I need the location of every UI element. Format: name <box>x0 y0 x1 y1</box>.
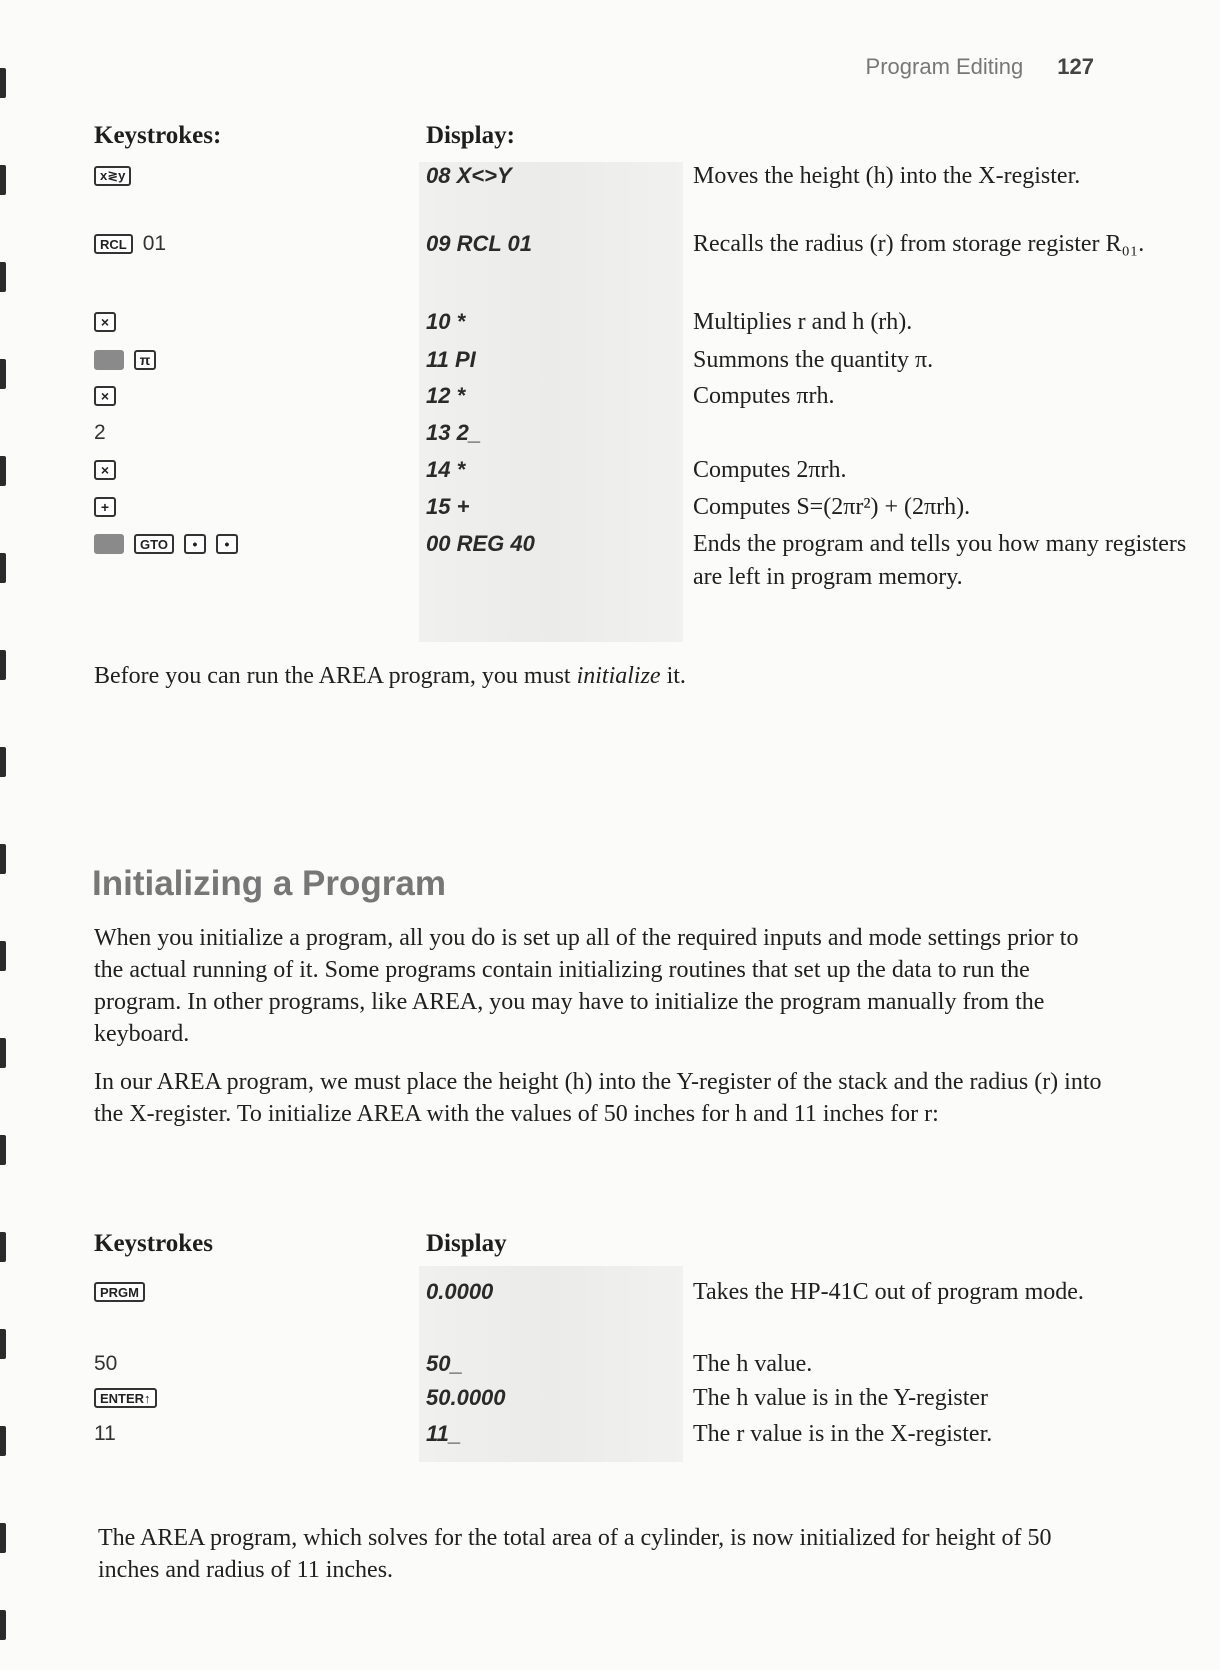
shift-key-icon <box>94 534 124 554</box>
keystroke-cell <box>94 528 248 560</box>
pi-key-icon: π <box>134 350 156 370</box>
binder-hole <box>0 456 6 486</box>
display-cell: 50_ <box>426 1351 463 1376</box>
display-cell: 11_ <box>426 1421 462 1446</box>
keystroke-cell <box>94 454 126 486</box>
keystrokes-heading: Keystrokes <box>94 1230 213 1257</box>
description-cell: Recalls the radius (r) from storage register R₀₁. <box>693 231 1145 257</box>
display-cell: 0.0000 <box>426 1279 494 1304</box>
display-cell: 09 RCL 01 <box>426 231 532 256</box>
closing-paragraph: The AREA program, which solves for the total area of a cylinder, is now initialized for height of 50 inches and radius of 11 inches. <box>98 1525 1052 1583</box>
keystroke-text: 2 <box>94 421 106 444</box>
display-cell: 13 2_ <box>426 420 482 445</box>
initialize-note <box>94 660 1104 692</box>
description-cell: Computes 2πrh. <box>693 457 847 483</box>
keystroke-cell <box>94 228 166 260</box>
display-cell: 00 REG 40 <box>426 531 535 556</box>
keystroke-cell <box>94 1348 117 1380</box>
prgm-key-icon: PRGM <box>94 1282 145 1302</box>
page-number: 127 <box>1057 54 1094 79</box>
description-cell: The h value. <box>693 1351 813 1377</box>
display-cell: 11 PI <box>426 347 476 372</box>
decimal-point-key-icon: • <box>184 534 206 554</box>
keystroke-cell <box>94 417 106 449</box>
table-header <box>94 122 1114 156</box>
display-heading: Display: <box>426 122 515 149</box>
keystroke-cell <box>94 1382 167 1414</box>
description-cell: Multiplies r and h (rh). <box>693 309 913 335</box>
description-cell: The h value is in the Y-register <box>693 1385 989 1411</box>
multiply-key-icon: × <box>94 312 116 332</box>
display-cell: 08 X<>Y <box>426 163 512 188</box>
gto-key-icon: GTO <box>134 534 174 554</box>
plus-key-icon: + <box>94 497 116 517</box>
binder-hole <box>0 68 6 98</box>
keystroke-text: 50 <box>94 1352 118 1375</box>
paragraph-1: When you initialize a program, all you do is set up all of the required inputs and mode settings prior to the actual running of it. Some programs contain initializing routines that set up the data to run the program. In other programs, like AREA, you may have to initialize the program manually from the keyboard. <box>94 925 1079 1047</box>
binder-hole <box>0 941 6 971</box>
binder-hole <box>0 1329 6 1359</box>
keystroke-cell <box>94 380 126 412</box>
binder-hole <box>0 1426 6 1456</box>
binder-hole <box>0 1610 6 1640</box>
binder-hole <box>0 1038 6 1068</box>
table-header <box>94 1230 1114 1264</box>
keystroke-cell <box>94 306 126 338</box>
description-cell: Takes the HP-41C out of program mode. <box>693 1279 1084 1305</box>
binder-hole <box>0 650 6 680</box>
binder-hole <box>0 553 6 583</box>
description-cell: Computes S=(2πr²) + (2πrh). <box>693 494 971 520</box>
binder-hole <box>0 747 6 777</box>
rcl-key-icon: RCL <box>94 234 133 254</box>
decimal-point-key-icon: • <box>216 534 238 554</box>
x-exchange-y-key-icon: x≷y <box>94 166 131 186</box>
binder-hole <box>0 165 6 195</box>
display-cell: 15 + <box>426 494 470 519</box>
note-emphasis: initialize <box>576 663 661 689</box>
description-cell: Ends the program and tells you how many registers are left in program memory. <box>693 531 1187 590</box>
keystroke-text: 01 <box>142 232 167 255</box>
binder-hole <box>0 1523 6 1553</box>
keystroke-cell <box>94 344 166 376</box>
display-heading: Display <box>426 1230 507 1257</box>
section-title: Program Editing <box>865 54 1024 79</box>
display-cell: 12 * <box>426 383 466 408</box>
shift-key-icon <box>94 350 124 370</box>
enter-key-icon: ENTER↑ <box>94 1388 157 1408</box>
binder-hole <box>0 262 6 292</box>
display-cell: 14 * <box>426 457 466 482</box>
keystroke-cell <box>94 1418 116 1450</box>
binder-hole <box>0 1232 6 1262</box>
note-text-before: Before you can run the AREA program, you must <box>94 663 577 689</box>
description-cell: Moves the height (h) into the X-register. <box>693 163 1081 189</box>
keystroke-text: 11 <box>94 1422 116 1445</box>
display-cell: 10 * <box>426 309 466 334</box>
multiply-key-icon: × <box>94 460 116 480</box>
binder-holes <box>0 0 8 1670</box>
keystrokes-heading: Keystrokes: <box>94 122 222 149</box>
keystroke-table-2 <box>94 1230 1114 1470</box>
section-heading: Initializing a Program <box>92 864 446 903</box>
binder-hole <box>0 359 6 389</box>
description-cell: Computes πrh. <box>693 383 835 409</box>
paragraph-2: In our AREA program, we must place the height (h) into the Y-register of the stack and the radius (r) into the X-register. To initialize AREA with the values of 50 inches for h and 11 inches for r: <box>94 1069 1102 1127</box>
description-cell: The r value is in the X-register. <box>693 1421 993 1447</box>
display-cell: 50.0000 <box>426 1385 506 1410</box>
binder-hole <box>0 1135 6 1165</box>
keystroke-table-1 <box>94 122 1187 642</box>
keystroke-cell <box>94 1276 155 1308</box>
description-cell: Summons the quantity π. <box>693 347 934 373</box>
running-head <box>866 54 1094 80</box>
multiply-key-icon: × <box>94 386 116 406</box>
keystroke-cell <box>94 160 141 192</box>
binder-hole <box>0 844 6 874</box>
keystroke-cell <box>94 491 126 523</box>
note-text-after: it. <box>660 663 686 689</box>
